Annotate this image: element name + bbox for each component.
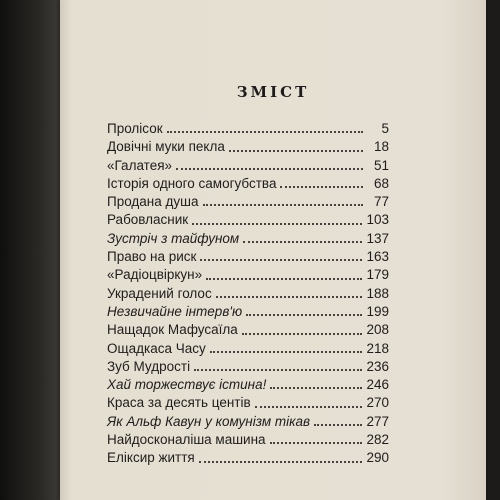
toc-entry-title: Пролісок xyxy=(107,121,163,136)
toc-leader-dots xyxy=(255,405,363,408)
toc-entry xyxy=(107,157,389,175)
toc-entry-page: 77 xyxy=(373,194,389,210)
toc-entry xyxy=(107,120,389,138)
toc-leader-dots xyxy=(167,130,363,133)
toc-entry xyxy=(107,394,389,412)
toc-entry-title: Зуб Мудрості xyxy=(107,358,191,374)
toc-entry xyxy=(107,138,389,156)
toc-entry-page: 179 xyxy=(366,267,389,283)
toc-entry-page: 199 xyxy=(366,303,389,319)
toc-entry-title: «Галатея» xyxy=(107,157,173,173)
toc-entry xyxy=(107,230,389,248)
toc-leader-dots xyxy=(246,313,362,316)
toc-entry-title: «Радіоцвіркун» xyxy=(107,267,203,283)
toc-entry-title: Еліксир життя xyxy=(107,450,195,466)
toc-entry-page: 236 xyxy=(366,358,389,374)
toc-leader-dots xyxy=(242,332,363,335)
toc-entry xyxy=(107,266,389,284)
toc-leader-dots xyxy=(206,277,362,280)
book-gutter-shadow xyxy=(0,0,60,500)
toc-entry-title: Історія одного самогубства xyxy=(107,175,277,191)
toc-leader-dots xyxy=(270,441,363,444)
toc-entry-page: 163 xyxy=(366,249,389,265)
toc-entry-title: Краса за десять центів xyxy=(107,395,251,411)
toc-entry xyxy=(107,413,389,431)
toc-entry-page: 277 xyxy=(366,413,389,429)
toc-entry xyxy=(107,303,389,321)
toc-leader-dots xyxy=(280,185,363,188)
toc-entry xyxy=(107,211,389,229)
toc-leader-dots xyxy=(192,222,362,225)
toc-leader-dots xyxy=(243,240,362,243)
toc-leader-dots xyxy=(200,258,362,261)
toc-entry-page: 282 xyxy=(366,432,389,448)
toc-entry-title: Незвичайне інтерв'ю xyxy=(107,303,243,319)
toc-entry xyxy=(107,376,389,394)
toc-entry-title: Зустріч з тайфуном xyxy=(107,230,240,246)
toc-entry-page: 290 xyxy=(366,450,389,466)
toc-entry-page: 188 xyxy=(366,285,389,301)
toc-leader-dots xyxy=(270,386,362,389)
page-title: ЗМІСТ xyxy=(236,83,310,101)
toc-leader-dots xyxy=(210,350,363,353)
toc-entry-page: 51 xyxy=(373,157,389,173)
toc-entry-page: 270 xyxy=(366,395,389,411)
toc-leader-dots xyxy=(314,423,362,426)
toc-entry-page: 208 xyxy=(366,322,389,338)
toc-entry xyxy=(107,285,389,303)
toc-entry xyxy=(107,321,389,339)
toc-leader-dots xyxy=(176,167,363,170)
toc-entry-title: Хай торжествує істина! xyxy=(107,377,267,393)
toc-leader-dots xyxy=(199,460,363,463)
toc-entry-title: Довічні муки пекла xyxy=(107,139,225,155)
toc-entry-page: 218 xyxy=(366,340,389,356)
toc-entry-title: Право на риск xyxy=(107,249,197,265)
toc-entry-title: Як Альф Кавун у комунізм тікав xyxy=(107,413,311,429)
toc-entry-page: 5 xyxy=(381,121,389,136)
toc-entry-title: Нащадок Мафусаїла xyxy=(107,322,238,338)
toc-entry-page: 246 xyxy=(366,377,389,393)
toc-entry xyxy=(107,431,389,449)
toc-entry-title: Найдосконаліша машина xyxy=(107,432,266,448)
toc-entry-title: Продана душа xyxy=(107,194,199,210)
toc-leader-dots xyxy=(194,368,362,371)
toc-entry xyxy=(107,248,389,266)
table-of-contents xyxy=(107,120,389,468)
toc-entry-page: 18 xyxy=(373,139,389,155)
toc-entry-page: 103 xyxy=(366,212,389,228)
toc-entry-page: 137 xyxy=(366,230,389,246)
toc-entry xyxy=(107,193,389,211)
toc-entry-page: 68 xyxy=(373,175,389,191)
toc-entry xyxy=(107,449,389,467)
toc-entry xyxy=(107,175,389,193)
toc-entry-title: Ощадкаса Часу xyxy=(107,340,206,356)
toc-leader-dots xyxy=(229,149,363,152)
toc-entry-title: Украдений голос xyxy=(107,285,212,301)
toc-entry-title: Рабовласник xyxy=(107,212,189,228)
toc-entry xyxy=(107,340,389,358)
toc-entry xyxy=(107,358,389,376)
toc-leader-dots xyxy=(216,295,363,298)
toc-leader-dots xyxy=(203,203,364,206)
